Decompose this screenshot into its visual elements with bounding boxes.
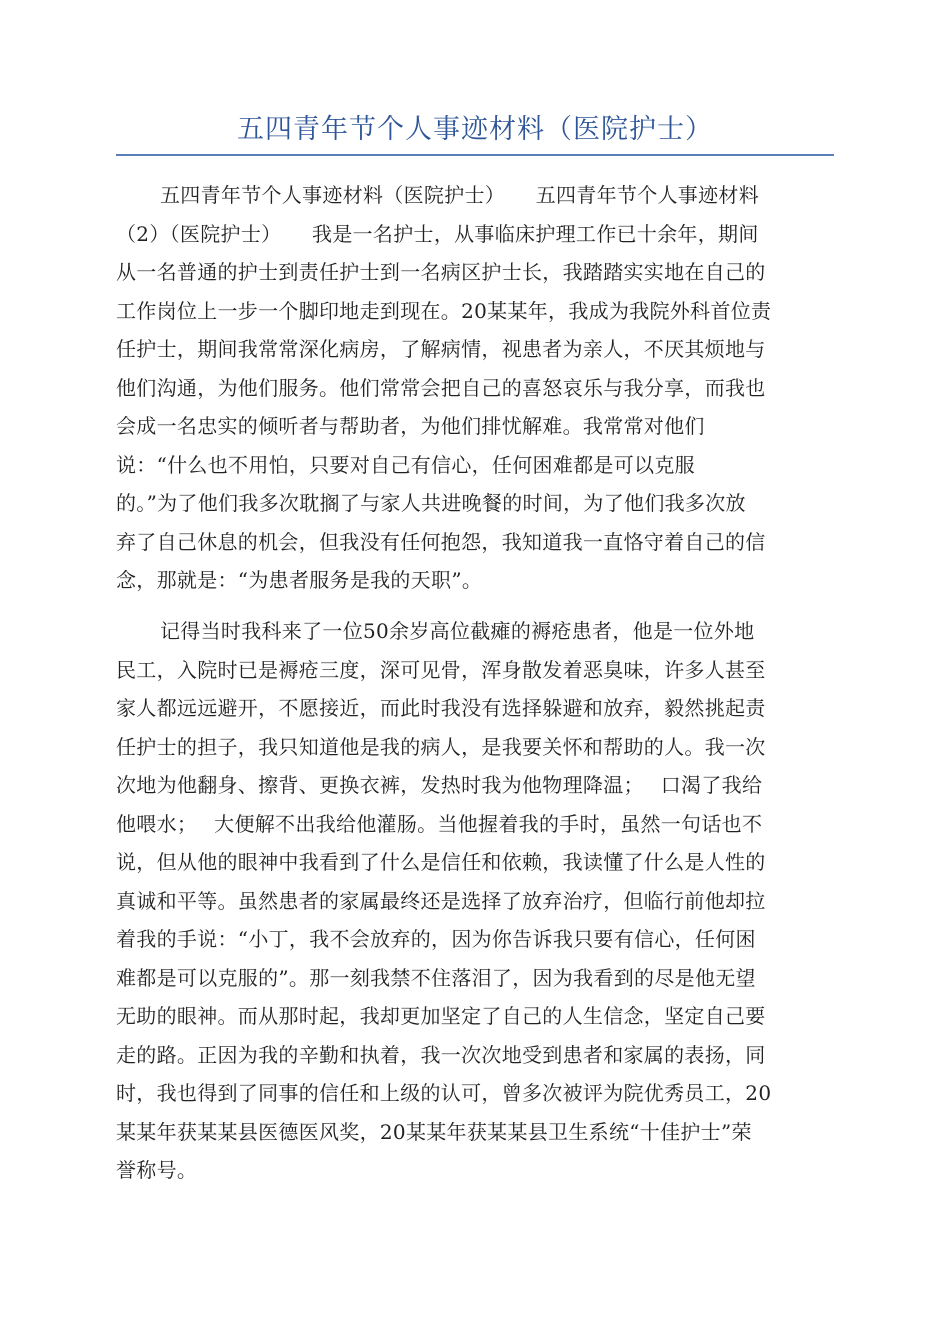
paragraph-line: 着我的手说：“小丁，我不会放弃的，因为你告诉我只要有信心，任何困 xyxy=(116,927,756,951)
paragraph-line: 说，但从他的眼神中我看到了什么是信任和依赖，我读懂了什么是人性的 xyxy=(116,850,766,874)
paragraph-line: 任护士，期间我常常深化病房，了解病情，视患者为亲人，不厌其烦地与 xyxy=(116,337,766,361)
paragraph-line: 的。”为了他们我多次耽搁了与家人共进晚餐的时间，为了他们我多次放 xyxy=(116,491,746,515)
paragraph-line: 弃了自己休息的机会，但我没有任何抱怨，我知道我一直恪守着自己的信 xyxy=(116,529,766,554)
paragraph-line: 他们沟通，为他们服务。他们常常会把自己的喜怒哀乐与我分享，而我也 xyxy=(116,375,766,400)
paragraph-line: 民工，入院时已是褥疮三度，深可见骨，浑身散发着恶臭味，许多人甚至 xyxy=(116,657,766,682)
paragraph-line: 某某年获某某县医德医风奖，20某某年获某某县卫生系统“十佳护士”荣 xyxy=(116,1119,752,1144)
paragraph-line: 工作岗位上一步一个脚印地走到现在。20某某年，我成为我院外科首位责 xyxy=(116,298,772,323)
paragraph-line: 誉称号。 xyxy=(116,1158,198,1182)
paragraph-1 xyxy=(116,176,834,600)
paragraph-line: 说：“什么也不用怕，只要对自己有信心，任何困难都是可以克服 xyxy=(116,452,695,477)
paragraph-line: 他喂水； 大便解不出我给他灌肠。当他握着我的手时，虽然一句话也不 xyxy=(116,811,763,836)
paragraph-line: 会成一名忠实的倾听者与帮助者，为他们排忧解难。我常常对他们 xyxy=(116,414,705,438)
paragraph-line: 记得当时我科来了一位50余岁高位截瘫的褥疮患者，他是一位外地 xyxy=(160,619,755,643)
paragraph-line: 难都是可以克服的”。那一刻我禁不住落泪了，因为我看到的尽是他无望 xyxy=(116,965,756,990)
paragraph-line: 无助的眼神。而从那时起，我却更加坚定了自己的人生信念，坚定自己要 xyxy=(116,1004,766,1028)
paragraph-line: （2）（医院护士） 我是一名护士，从事临床护理工作已十余年，期间 xyxy=(116,221,759,246)
paragraph-line: 从一名普通的护士到责任护士到一名病区护士长，我踏踏实实地在自己的 xyxy=(116,260,766,284)
document-title: 五四青年节个人事迹材料（医院护士） xyxy=(237,114,713,145)
paragraph-2 xyxy=(116,612,834,1190)
paragraph-line: 次地为他翻身、擦背、更换衣裤，发热时我为他物理降温； 口渴了我给 xyxy=(116,773,763,797)
paragraph-line: 时，我也得到了同事的信任和上级的认可，曾多次被评为院优秀员工，20 xyxy=(116,1081,772,1105)
paragraph-line: 家人都远远避开，不愿接近，而此时我没有选择躲避和放弃，毅然挑起责 xyxy=(116,696,766,720)
paragraph-line: 真诚和平等。虽然患者的家属最终还是选择了放弃治疗，但临行前他却拉 xyxy=(116,888,766,913)
paragraph-line: 五四青年节个人事迹材料（医院护士） 五四青年节个人事迹材料 xyxy=(160,183,759,207)
paragraph-line: 任护士的担子，我只知道他是我的病人，是我要关怀和帮助的人。我一次 xyxy=(116,734,766,759)
paragraph-line: 走的路。正因为我的辛勤和执着，我一次次地受到患者和家属的表扬，同 xyxy=(116,1042,766,1067)
title-underline xyxy=(116,154,834,156)
paragraph-line: 念，那就是：“为患者服务是我的天职”。 xyxy=(116,568,483,592)
